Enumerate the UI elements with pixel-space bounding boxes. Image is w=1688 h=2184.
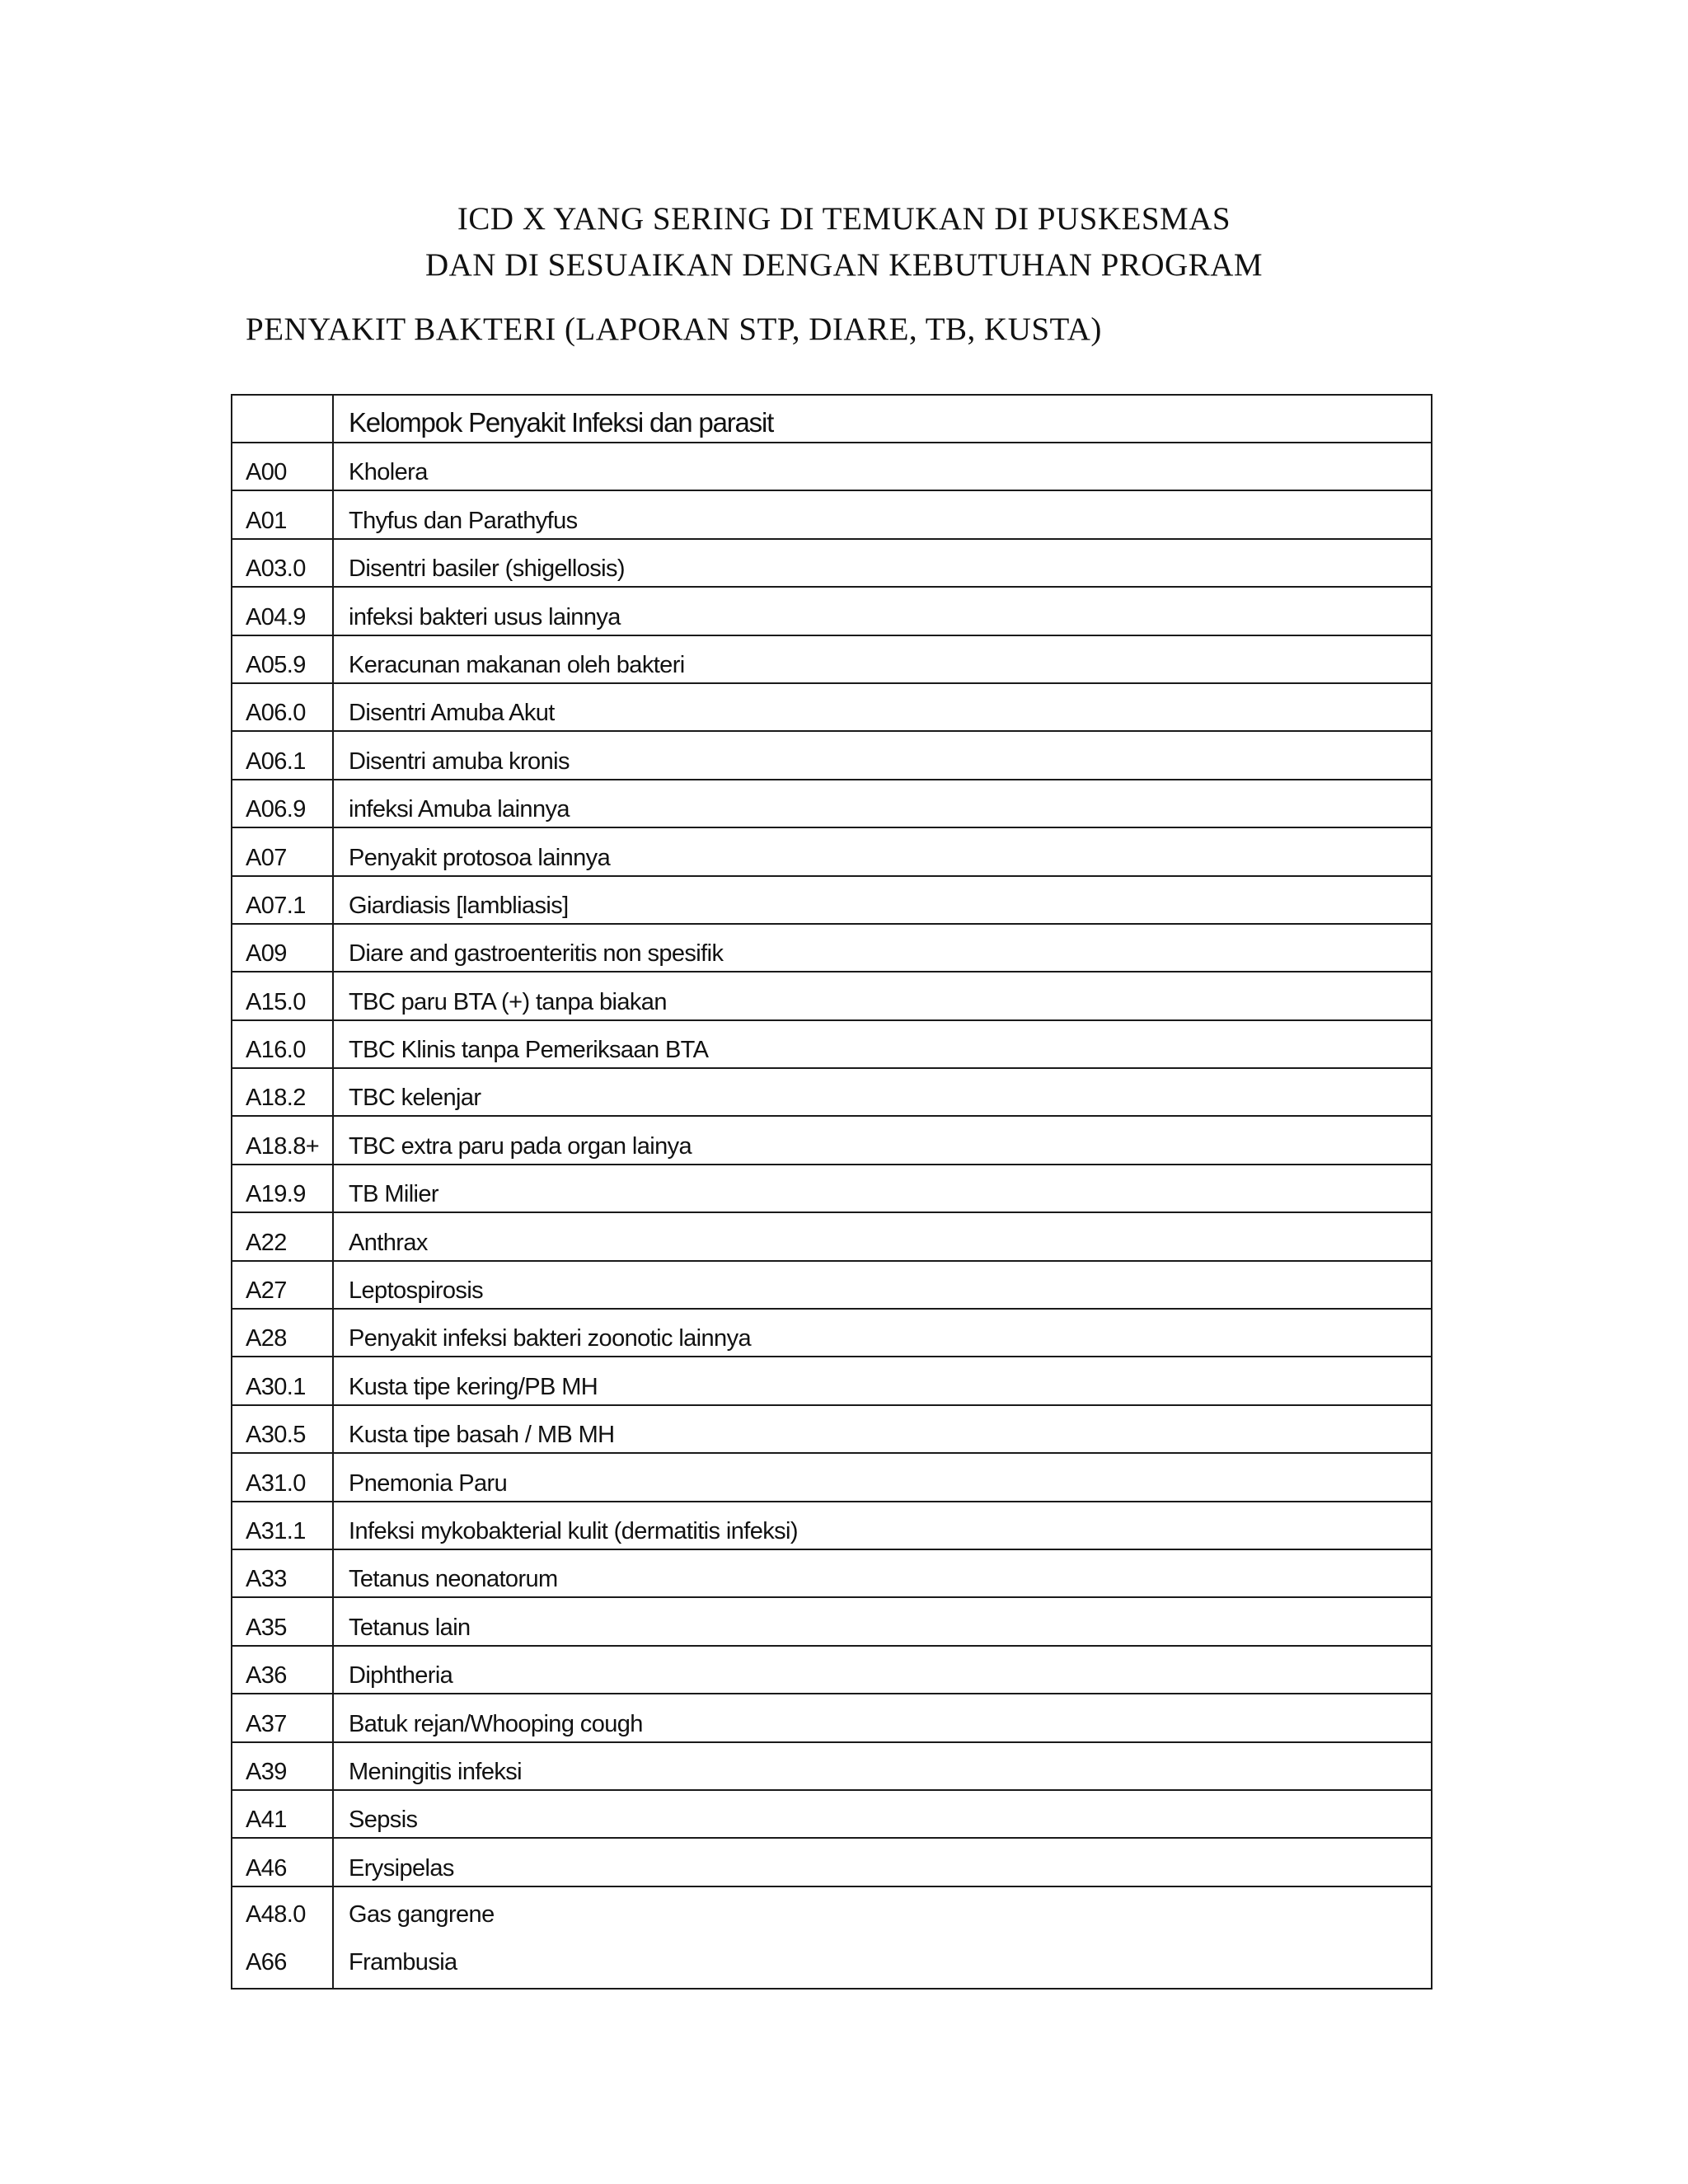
icd-code: A18.8+ [246, 1132, 320, 1160]
disease-name: Disentri Amuba Akut [349, 700, 555, 727]
icd-code-cell [232, 1549, 333, 1597]
icd-code-cell [232, 587, 333, 635]
disease-name: Leptospirosis [349, 1277, 484, 1305]
disease-name-cell [333, 1742, 1432, 1790]
icd-code-cell [232, 1742, 333, 1790]
table-row [232, 1068, 1432, 1116]
disease-name-cell [333, 1790, 1432, 1838]
icd-code-cell [232, 443, 333, 490]
disease-name: Frambusia [349, 1948, 457, 1975]
icd-code-cell [232, 1646, 333, 1694]
disease-name: Erysipelas [349, 1854, 454, 1882]
table-row [232, 1502, 1432, 1549]
table-row [232, 1212, 1432, 1260]
icd-code-cell [232, 1165, 333, 1212]
icd-code-cell [232, 1597, 333, 1645]
disease-name-cell [333, 972, 1432, 1019]
disease-name-cell [333, 1020, 1432, 1068]
table-row [232, 1549, 1432, 1597]
icd-code-cell [232, 539, 333, 587]
disease-name: Tetanus neonatorum [349, 1566, 558, 1593]
disease-name-cell [333, 731, 1432, 779]
disease-name: Infeksi mykobakterial kulit (dermatitis infeksi) [349, 1517, 798, 1544]
icd-code: A18.2 [246, 1085, 306, 1112]
disease-name: Thyfus dan Parathyfus [349, 507, 578, 534]
icd-code: A39 [246, 1758, 287, 1785]
disease-name-cell [333, 1116, 1432, 1164]
icd-code: A30.1 [246, 1373, 306, 1400]
disease-name: Tetanus lain [349, 1614, 471, 1641]
disease-name: Disentri amuba kronis [349, 748, 570, 775]
icd-table [231, 394, 1432, 1990]
disease-name-cell [333, 539, 1432, 587]
table-row [232, 1694, 1432, 1741]
table-row [232, 635, 1432, 683]
disease-name: Batuk rejan/Whooping cough [349, 1710, 643, 1737]
table-row [232, 587, 1432, 635]
table-row-final [232, 1886, 1432, 1989]
icd-code: A15.0 [246, 988, 306, 1015]
icd-code: A07 [246, 844, 287, 871]
disease-name-cell [333, 1357, 1432, 1404]
icd-code-cell [232, 1020, 333, 1068]
table-row [232, 1742, 1432, 1790]
table-row [232, 490, 1432, 538]
icd-code-cell [232, 490, 333, 538]
header-name-cell [333, 395, 1432, 443]
disease-name-cell [333, 1886, 1432, 1989]
icd-code-cell [232, 1694, 333, 1741]
icd-code: A35 [246, 1614, 287, 1641]
disease-name-cell [333, 924, 1432, 972]
icd-code: A33 [246, 1566, 287, 1593]
icd-code-cell [232, 924, 333, 972]
icd-code: A06.0 [246, 700, 306, 727]
disease-name: TBC paru BTA (+) tanpa biakan [349, 988, 667, 1015]
icd-code-cell [232, 827, 333, 875]
disease-name-cell [333, 1309, 1432, 1357]
icd-code-cell [232, 1405, 333, 1453]
table-row [232, 972, 1432, 1019]
table-row [232, 876, 1432, 924]
disease-name: TBC kelenjar [349, 1085, 481, 1112]
icd-code-cell [232, 635, 333, 683]
document-title [0, 196, 1688, 288]
icd-code: A36 [246, 1662, 287, 1690]
table-row [232, 1838, 1432, 1886]
disease-name-cell [333, 1261, 1432, 1309]
icd-code: A66 [246, 1948, 287, 1975]
icd-code: A04.9 [246, 603, 306, 630]
disease-name: Kusta tipe kering/PB MH [349, 1373, 598, 1400]
disease-name: Keracunan makanan oleh bakteri [349, 651, 685, 678]
table-row [232, 1790, 1432, 1838]
disease-name-cell [333, 1549, 1432, 1597]
disease-name-cell [333, 635, 1432, 683]
disease-name: Disentri basiler (shigellosis) [349, 555, 625, 583]
disease-name: Sepsis [349, 1807, 418, 1834]
icd-code: A30.5 [246, 1422, 306, 1449]
icd-code-cell [232, 1453, 333, 1501]
disease-name-cell [333, 827, 1432, 875]
disease-name: infeksi Amuba lainnya [349, 796, 570, 823]
icd-code-cell [232, 1212, 333, 1260]
table-row [232, 1020, 1432, 1068]
disease-name-cell [333, 1646, 1432, 1694]
icd-code: A22 [246, 1229, 287, 1256]
table-row [232, 731, 1432, 779]
section-heading: PENYAKIT BAKTERI (LAPORAN STP, DIARE, TB, KUSTA) [246, 312, 1102, 347]
disease-name-cell [333, 780, 1432, 827]
disease-name: infeksi bakteri usus lainnya [349, 603, 621, 630]
table-row [232, 1357, 1432, 1404]
icd-code: A16.0 [246, 1037, 306, 1064]
icd-code: A07.1 [246, 892, 306, 919]
icd-code: A31.0 [246, 1469, 306, 1497]
table-header-row [232, 395, 1432, 443]
disease-name-cell [333, 1838, 1432, 1886]
icd-code: A01 [246, 507, 287, 534]
icd-code: A46 [246, 1854, 287, 1882]
icd-code: A48.0 [246, 1900, 306, 1928]
icd-code-cell [232, 1502, 333, 1549]
icd-code-cell [232, 1886, 333, 1989]
icd-code-cell [232, 1357, 333, 1404]
icd-code-cell [232, 1068, 333, 1116]
table-row [232, 1405, 1432, 1453]
icd-code: A28 [246, 1325, 287, 1352]
disease-name: Kholera [349, 459, 428, 486]
table-row [232, 780, 1432, 827]
table-row [232, 827, 1432, 875]
title-line-2: DAN DI SESUAIKAN DENGAN KEBUTUHAN PROGRAM [424, 247, 1264, 283]
disease-name-cell [333, 587, 1432, 635]
icd-code: A00 [246, 459, 287, 486]
icd-code-cell [232, 731, 333, 779]
disease-name-cell [333, 683, 1432, 731]
disease-name-cell [333, 1165, 1432, 1212]
disease-name-cell [333, 1502, 1432, 1549]
disease-name: Pnemonia Paru [349, 1469, 508, 1497]
table-row [232, 1261, 1432, 1309]
disease-name: Kusta tipe basah / MB MH [349, 1422, 615, 1449]
disease-name: Diare and gastroenteritis non spesifik [349, 940, 724, 968]
table-row [232, 1165, 1432, 1212]
disease-name: Gas gangrene [349, 1900, 495, 1928]
table-row [232, 443, 1432, 490]
icd-code-cell [232, 780, 333, 827]
icd-code-cell [232, 972, 333, 1019]
icd-code-cell [232, 683, 333, 731]
disease-name: Anthrax [349, 1229, 428, 1256]
disease-name-cell [333, 1212, 1432, 1260]
header-name-label: Kelompok Penyakit Infeksi dan parasit [349, 407, 774, 438]
icd-code: A09 [246, 940, 287, 968]
icd-table-body [232, 395, 1432, 1989]
icd-code: A05.9 [246, 651, 306, 678]
header-code-cell [232, 395, 333, 443]
icd-code: A03.0 [246, 555, 306, 583]
icd-code-cell [232, 1261, 333, 1309]
disease-name: Giardiasis [lambliasis] [349, 892, 569, 919]
disease-name-cell [333, 1597, 1432, 1645]
disease-name: Meningitis infeksi [349, 1758, 523, 1785]
table-row [232, 1453, 1432, 1501]
icd-code: A27 [246, 1277, 287, 1305]
disease-name: Diphtheria [349, 1662, 453, 1690]
icd-code: A31.1 [246, 1517, 306, 1544]
icd-code-cell [232, 876, 333, 924]
table-row [232, 1309, 1432, 1357]
table-row [232, 683, 1432, 731]
table-row [232, 1646, 1432, 1694]
disease-name-cell [333, 443, 1432, 490]
disease-name-cell [333, 1068, 1432, 1116]
table-row [232, 1116, 1432, 1164]
icd-code-cell [232, 1116, 333, 1164]
disease-name-cell [333, 490, 1432, 538]
disease-name: Penyakit protosoa lainnya [349, 844, 611, 871]
table-row [232, 539, 1432, 587]
table-row [232, 1597, 1432, 1645]
disease-name-cell [333, 1405, 1432, 1453]
disease-name-cell [333, 876, 1432, 924]
disease-name: TBC extra paru pada organ lainya [349, 1132, 692, 1160]
icd-code: A37 [246, 1710, 287, 1737]
icd-code-cell [232, 1309, 333, 1357]
icd-code-cell [232, 1790, 333, 1838]
icd-code: A06.9 [246, 796, 306, 823]
disease-name: TBC Klinis tanpa Pemeriksaan BTA [349, 1037, 709, 1064]
icd-code-cell [232, 1838, 333, 1886]
disease-name: TB Milier [349, 1181, 438, 1208]
icd-code: A06.1 [246, 748, 306, 775]
icd-code: A19.9 [246, 1181, 306, 1208]
disease-name-cell [333, 1453, 1432, 1501]
icd-code: A41 [246, 1807, 287, 1834]
disease-name: Penyakit infeksi bakteri zoonotic lainnya [349, 1325, 752, 1352]
table-row [232, 924, 1432, 972]
disease-name-cell [333, 1694, 1432, 1741]
title-line-1: ICD X YANG SERING DI TEMUKAN DI PUSKESMAS [457, 201, 1231, 237]
